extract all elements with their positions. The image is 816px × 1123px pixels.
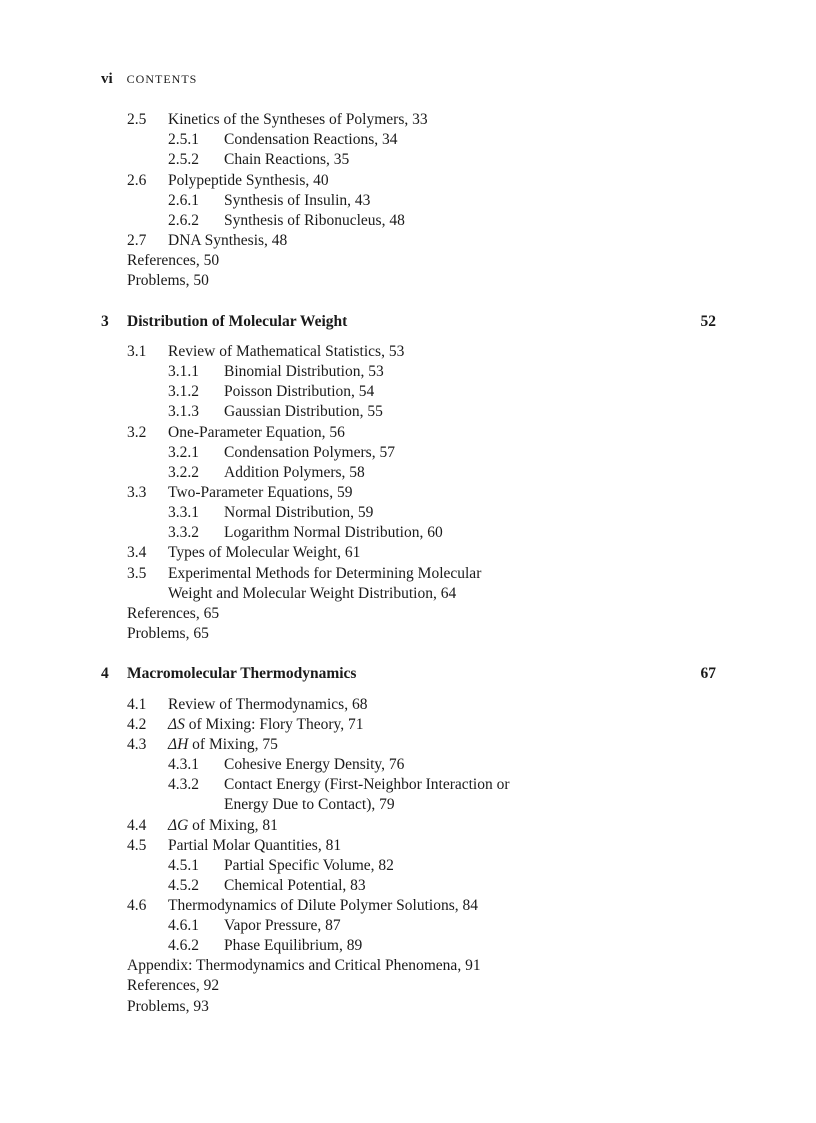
toc-entry: 4.1: [127, 696, 147, 713]
toc-entry-text: DNA Synthesis, 48: [168, 231, 287, 251]
toc-entry-text: Two-Parameter Equations, 59: [168, 483, 352, 503]
toc-references: References, 92: [127, 976, 219, 996]
toc-entry-text: Addition Polymers, 58: [224, 463, 365, 483]
toc-entry: 4.2: [127, 716, 147, 733]
toc-entry: 3.1.1: [168, 363, 199, 380]
toc-entry-text: Review of Thermodynamics, 68: [168, 695, 367, 715]
math-symbol: ΔS: [168, 716, 185, 733]
chapter-page: 67: [700, 665, 716, 682]
toc-entry-text: Chemical Potential, 83: [224, 876, 366, 896]
toc-entry: 4.5.1: [168, 857, 199, 874]
toc-entry: 2.5: [127, 111, 147, 128]
toc-entry-text: Kinetics of the Syntheses of Polymers, 33: [168, 110, 428, 130]
toc-entry-text: One-Parameter Equation, 56: [168, 423, 345, 443]
toc-entry: 3.2.2: [168, 464, 199, 481]
toc-entry: 2.6.2: [168, 212, 199, 229]
toc-entry: 2.5.2: [168, 151, 199, 168]
toc-entry-text: Synthesis of Insulin, 43: [224, 191, 370, 211]
toc-entry-text: Logarithm Normal Distribution, 60: [224, 523, 443, 543]
toc-entry-text: Condensation Polymers, 57: [224, 443, 395, 463]
toc-entry: 3.5: [127, 565, 147, 582]
toc-appendix: Appendix: Thermodynamics and Critical Phenomena, 91: [127, 956, 481, 976]
toc-entry-text: Poisson Distribution, 54: [224, 382, 374, 402]
toc-entry-text: ΔS of Mixing: Flory Theory, 71: [168, 715, 364, 735]
toc-entry-text: Polypeptide Synthesis, 40: [168, 171, 329, 191]
page-number: vi: [101, 71, 113, 87]
running-title: CONTENTS: [126, 72, 198, 86]
toc-references: References, 50: [127, 251, 219, 271]
toc-entry: 4.3: [127, 736, 147, 753]
chapter-title: Macromolecular Thermodynamics: [127, 665, 357, 682]
toc-entry: 4.6: [127, 897, 147, 914]
toc-entry-text: Vapor Pressure, 87: [224, 916, 341, 936]
page-header: [101, 71, 197, 88]
math-symbol: ΔG: [168, 817, 189, 834]
toc-entry-text: Synthesis of Ribonucleus, 48: [224, 211, 405, 231]
toc-entry: 2.7: [127, 232, 147, 249]
toc-entry-text: Partial Specific Volume, 82: [224, 856, 394, 876]
toc-entry: 4.6.2: [168, 937, 199, 954]
toc-entry: 2.6.1: [168, 192, 199, 209]
toc-entry: 3.3.2: [168, 524, 199, 541]
toc-entry-text: Review of Mathematical Statistics, 53: [168, 342, 404, 362]
toc-entry-text: Normal Distribution, 59: [224, 503, 373, 523]
toc-entry: 3.2: [127, 424, 147, 441]
toc-entry-text: Binomial Distribution, 53: [224, 362, 384, 382]
toc-entry: 4.3.2: [168, 776, 199, 793]
toc-entry-text: Chain Reactions, 35: [224, 150, 349, 170]
chapter-title: Distribution of Molecular Weight: [127, 313, 348, 330]
toc-entry-text: Types of Molecular Weight, 61: [168, 543, 360, 563]
toc-entry-text: Thermodynamics of Dilute Polymer Solutions, 84: [168, 896, 478, 916]
toc-problems: Problems, 50: [127, 271, 209, 291]
toc-entry-text: Experimental Methods for Determining Molecular: [168, 565, 482, 582]
chapter-number: 4: [101, 665, 109, 682]
toc-entry-text: Cohesive Energy Density, 76: [224, 755, 404, 775]
toc-entry: 3.3.1: [168, 504, 199, 521]
toc-entry-text: ΔH of Mixing, 75: [168, 735, 278, 755]
toc-entry: 3.1.2: [168, 383, 199, 400]
toc-entry: 3.4: [127, 544, 147, 561]
toc-entry: 3.2.1: [168, 444, 199, 461]
toc-entry: 4.4: [127, 817, 147, 834]
toc-problems: Problems, 65: [127, 624, 209, 644]
toc-entry: 3.1.3: [168, 403, 199, 420]
toc-entry-text: Partial Molar Quantities, 81: [168, 836, 341, 856]
chapter-number: 3: [101, 313, 109, 330]
toc-entry-text: Condensation Reactions, 34: [224, 130, 398, 150]
toc-entry-text: Phase Equilibrium, 89: [224, 936, 362, 956]
toc-problems: Problems, 93: [127, 997, 209, 1017]
math-symbol: ΔH: [168, 736, 189, 753]
toc-entry-text: ΔG of Mixing, 81: [168, 816, 278, 836]
toc-entry: 3.3: [127, 484, 147, 501]
toc-entry: 4.5: [127, 837, 147, 854]
toc-entry: 4.5.2: [168, 877, 199, 894]
toc-entry: 4.6.1: [168, 917, 199, 934]
toc-entry: 3.1: [127, 343, 147, 360]
toc-entry-continuation: Energy Due to Contact), 79: [224, 795, 395, 815]
toc-entry-text: Gaussian Distribution, 55: [224, 402, 383, 422]
toc-entry: 4.3.1: [168, 756, 199, 773]
toc-references: References, 65: [127, 604, 219, 624]
toc-entry: 2.6: [127, 172, 147, 189]
toc-entry-continuation: Weight and Molecular Weight Distribution, 64: [168, 584, 456, 604]
toc-entry-text: Contact Energy (First-Neighbor Interaction or: [224, 776, 510, 793]
toc-entry: 2.5.1: [168, 131, 199, 148]
chapter-page: 52: [700, 313, 716, 330]
